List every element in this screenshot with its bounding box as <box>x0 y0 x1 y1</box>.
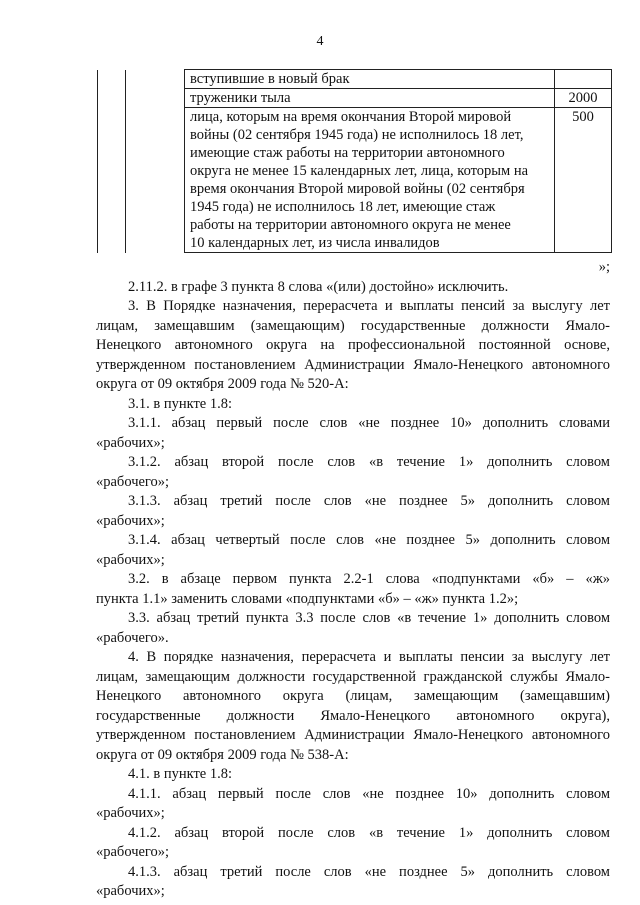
text-line: 3.1.3. абзац третий после слов «не позднее 5» дополнить словом <box>128 493 610 509</box>
table-row <box>98 89 612 108</box>
table-cell-line: время окончания Второй мировой войны (02 сентября <box>190 181 525 197</box>
text-line: 2.11.2. в графе 3 пункта 8 слова «(или) достойно» исключить. <box>128 278 509 295</box>
text-line: 3.1. в пункте 1.8: <box>128 395 233 412</box>
table-cell-empty <box>98 89 126 108</box>
table-cell-empty <box>98 108 126 253</box>
text-line: 3.1.2. абзац второй после слов «в течение 1» дополнить словом <box>128 454 610 470</box>
text-line: лицам, замещавшим (замещающим) государственные должности Ямало- <box>96 317 610 334</box>
table-cell-category: вступившие в новый брак <box>185 70 555 89</box>
table-cell-amount: 500 <box>555 108 612 253</box>
text-line: «рабочих»; <box>96 883 165 899</box>
table-cell-line: 10 календарных лет, из числа инвалидов <box>190 235 440 251</box>
table-cell-category: труженики тыла <box>185 89 555 108</box>
text-line: округа от 09 октября 2009 года № 520-А: <box>96 376 349 392</box>
table-cell-empty <box>126 89 185 108</box>
text-line: 3. В Порядке назначения, перерасчета и выплаты пенсий за выслугу лет <box>128 298 610 314</box>
text-line: пункта 1.1» заменить словами «подпунктами «б» – «ж» пункта 1.2»; <box>96 590 519 607</box>
table-cell-line: 1945 года) не исполнилось 18 лет, имеющие стаж <box>190 199 496 215</box>
table-cell-empty <box>126 108 185 253</box>
text-line: «рабочего»; <box>96 844 170 860</box>
text-line: «рабочих»; <box>96 805 165 821</box>
text-line: Ненецкого автономного округа на профессиональной постоянной основе, <box>96 337 610 353</box>
text-line: 4.1. в пункте 1.8: <box>128 766 233 782</box>
text-line: «рабочего». <box>96 629 169 646</box>
table-cell-category <box>185 108 555 253</box>
table-cell-empty <box>98 70 126 89</box>
text-line: 4.1.1. абзац первый после слов «не позднее 10» дополнить словом <box>128 785 610 802</box>
text-line: 4. В порядке назначения, перерасчета и выплаты пенсии за выслугу лет <box>128 649 610 665</box>
table-cell-amount: 2000 <box>555 89 612 108</box>
pension-table <box>97 69 612 253</box>
table-cell-line: работы на территории автономного округа не менее <box>190 217 511 233</box>
text-line: 4.1.3. абзац третий после слов «не позднее 5» дополнить словом <box>128 863 610 880</box>
text-line: «рабочего»; <box>96 473 170 490</box>
table-row <box>98 70 612 89</box>
text-line: утвержденном постановлением Администрации Ямало-Ненецкого автономного <box>96 356 610 373</box>
text-line: 3.1.4. абзац четвертый после слов «не позднее 5» дополнить словом <box>128 532 610 548</box>
table-cell-line: округа не менее 15 календарных лет, лица, которым на <box>190 163 529 179</box>
text-line: Ненецкого автономного округа (лицам, замещающим (замещавшим) <box>96 688 610 704</box>
text-line: «рабочих»; <box>96 512 165 529</box>
table-cell-line: войны (02 сентября 1945 года) не исполнилось 18 лет, <box>190 127 524 143</box>
text-line: 3.2. в абзаце первом пункта 2.2-1 слова «подпунктами «б» – «ж» <box>128 571 610 587</box>
table-cell-amount <box>555 70 612 89</box>
text-line: »; <box>598 259 610 275</box>
text-line: лицам, замещающим должности государственной гражданской службы Ямало- <box>96 668 610 685</box>
table-cell-empty <box>126 70 185 89</box>
text-line: 3.1.1. абзац первый после слов «не позднее 10» дополнить словами <box>128 415 610 431</box>
text-line: 4.1.2. абзац второй после слов «в течение 1» дополнить словом <box>128 824 610 841</box>
document-body <box>96 258 610 902</box>
text-line: утвержденном постановлением Администрации Ямало-Ненецкого автономного <box>96 727 610 743</box>
text-line: «рабочих»; <box>96 434 165 451</box>
text-line: 3.3. абзац третий пункта 3.3 после слов «в течение 1» дополнить словом <box>128 610 610 626</box>
table-row <box>98 108 612 253</box>
text-line: государственные должности Ямало-Ненецкого автономного округа), <box>96 707 610 724</box>
table-cell-line: лица, которым на время окончания Второй мировой <box>190 109 512 125</box>
text-line: округа от 09 октября 2009 года № 538-А: <box>96 746 349 763</box>
table-cell-line: имеющие стаж работы на территории автономного <box>190 145 505 161</box>
text-line: «рабочих»; <box>96 551 165 568</box>
page-number: 4 <box>316 34 324 49</box>
